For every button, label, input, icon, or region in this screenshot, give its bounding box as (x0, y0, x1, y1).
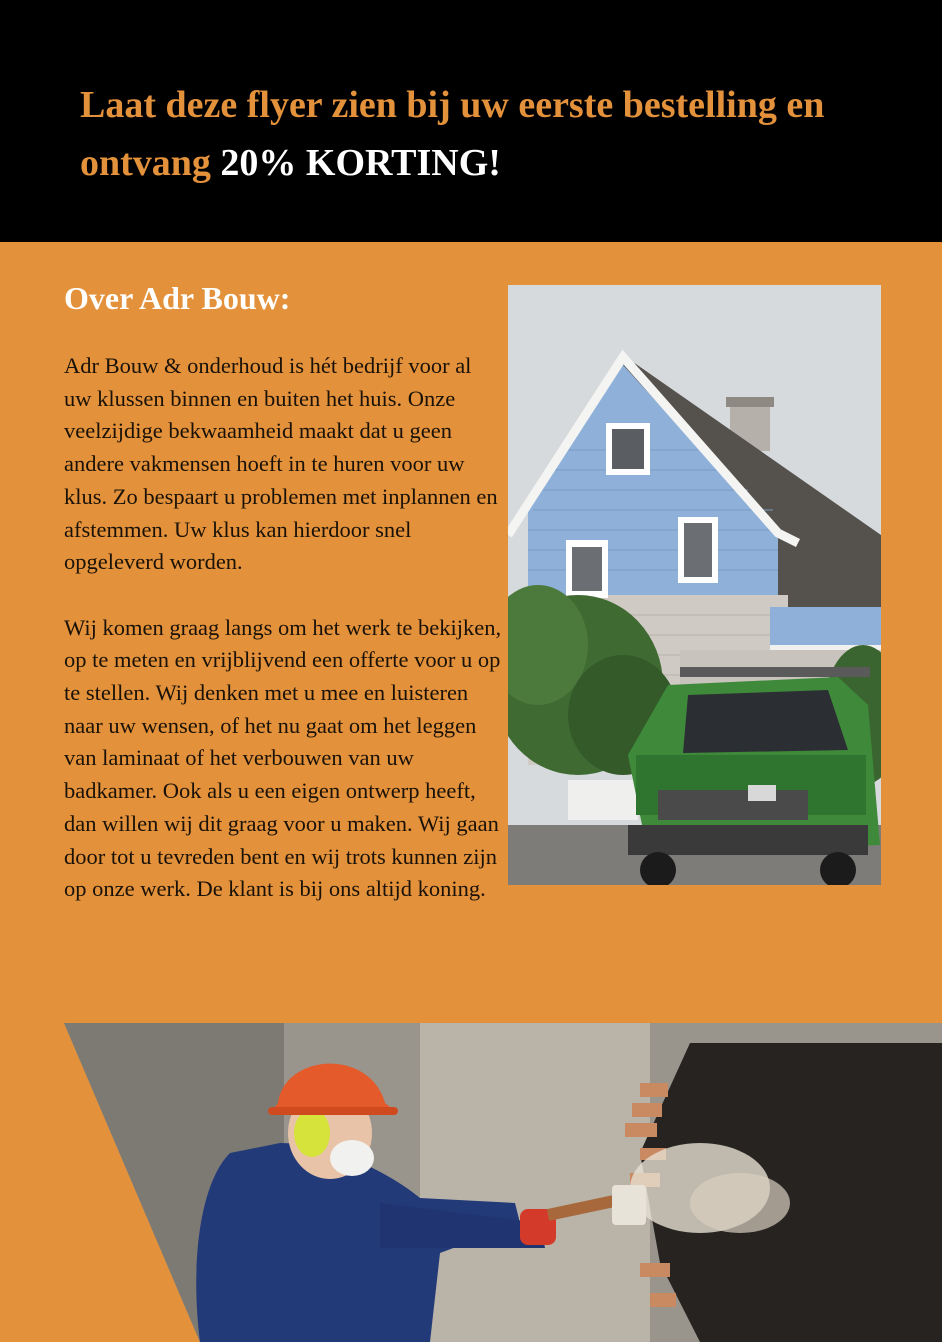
house-van-photo (508, 285, 881, 885)
demolition-photo (0, 1023, 942, 1342)
promo-headline (80, 76, 920, 192)
header-banner (0, 0, 942, 242)
promo-headline-text: Laat deze flyer zien bij uw eerste bestelling en ontvang (80, 84, 825, 184)
about-title: Over Adr Bouw: (64, 280, 291, 316)
discount-highlight: 20% KORTING! (220, 142, 501, 184)
about-paragraph: Adr Bouw & onderhoud is hét bedrijf voor al uw klussen binnen en buiten het huis. Onze veelzijdige bekwaamheid maakt dat u geen andere vakmensen hoeft in te huren voor uw klus. Zo bespaart u problemen met inplannen en afstemmen. Uw klus kan hierdoor snel opgeleverd worden. (64, 353, 498, 575)
about-text (64, 350, 504, 939)
about-paragraph: Wij komen graag langs om het werk te bekijken, op te meten en vrijblijvend een offerte voor u op te stellen. Wij denken met u mee en luisteren naar uw wensen, of het nu gaat om het leggen van laminaat of het verbouwen van uw badkamer. Ook als u een eigen ontwerp heeft, dan willen wij dit graag voor u maken. Wij gaan door tot u tevreden bent en wij trots kunnen zijn op onze werk. De klant is bij ons altijd koning. (64, 614, 502, 902)
